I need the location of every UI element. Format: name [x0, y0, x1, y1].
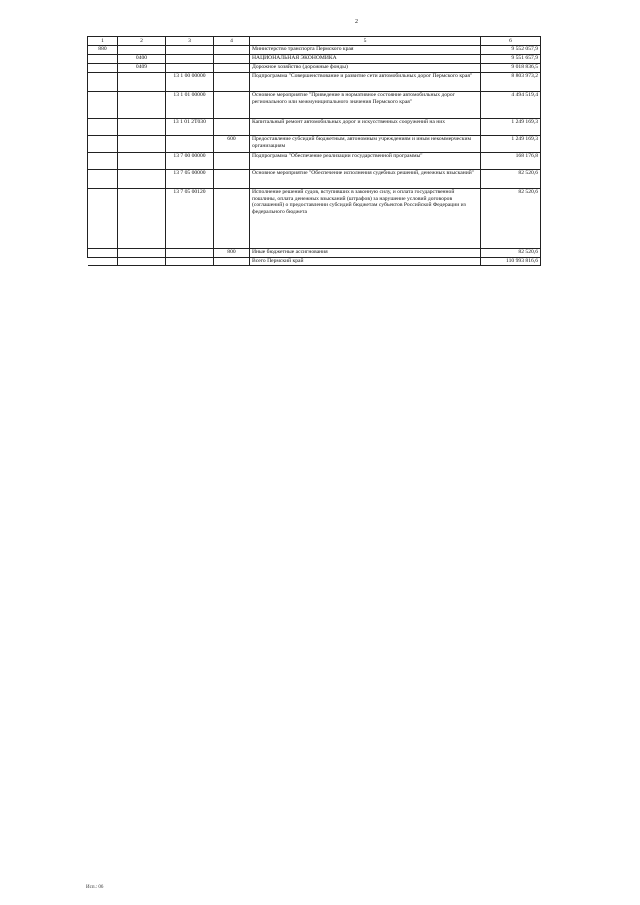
cell-c2: [118, 135, 166, 152]
cell-c5: Иные бюджетные ассигнования: [250, 248, 481, 257]
cell-c4: [214, 72, 250, 91]
cell-c4: [214, 152, 250, 169]
cell-c1: [88, 54, 118, 63]
cell-c4: [214, 54, 250, 63]
table-row: [88, 72, 541, 91]
empty-cell: [118, 257, 166, 266]
cell-c5: Министерство транспорта Пермского края: [250, 45, 481, 54]
empty-cell: [88, 257, 118, 266]
cell-c5: Предоставление субсидий бюджетным, автономным учреждениям и иным некоммерческим организациям: [250, 135, 481, 152]
cell-c6: 168 176,8: [481, 152, 541, 169]
cell-c4: [214, 169, 250, 188]
cell-c1: [88, 152, 118, 169]
cell-c2: [118, 45, 166, 54]
cell-c4: [214, 63, 250, 72]
cell-c5: НАЦИОНАЛЬНАЯ ЭКОНОМИКА: [250, 54, 481, 63]
cell-c3: [166, 248, 214, 257]
cell-c6: 4 494 519,4: [481, 91, 541, 118]
total-row: [88, 257, 541, 266]
header-row: [88, 37, 541, 46]
table-row: [88, 118, 541, 135]
table-row: [88, 91, 541, 118]
cell-c2: [118, 72, 166, 91]
cell-c5: Исполнение решений судов, вступивших в законную силу, и оплата государственной пошлины, оплата денежных взысканий (штрафов) за нарушение условий договоров (соглашений) о предоставлении субсидий бюджетам субъектов Российской Федерации из федерального бюджета: [250, 188, 481, 248]
column-header: 4: [214, 37, 250, 46]
footer-mark: Исп.: 06: [86, 885, 104, 890]
page-number: 2: [355, 19, 358, 25]
cell-c6: 8 803 973,2: [481, 72, 541, 91]
cell-c1: [88, 169, 118, 188]
table-row: [88, 135, 541, 152]
cell-c3: 13 7 00 00000: [166, 152, 214, 169]
cell-c6: 9 551 657,9: [481, 54, 541, 63]
cell-c5: Подпрограмма "Совершенствование и развитие сети автомобильных дорог Пермского края": [250, 72, 481, 91]
cell-c5: Основное мероприятие "Приведение в нормативное состояние автомобильных дорог регионального или межмуниципального значения Пермского края": [250, 91, 481, 118]
cell-c3: [166, 54, 214, 63]
cell-c1: [88, 118, 118, 135]
cell-c4: [214, 91, 250, 118]
cell-c1: [88, 63, 118, 72]
cell-c6: 9 018 836,5: [481, 63, 541, 72]
budget-table: [87, 36, 541, 266]
cell-c3: 13 1 01 00000: [166, 91, 214, 118]
cell-c3: [166, 63, 214, 72]
cell-c3: 13 7 05 00000: [166, 169, 214, 188]
cell-c1: [88, 91, 118, 118]
column-header: 3: [166, 37, 214, 46]
cell-c2: [118, 188, 166, 248]
column-header: 5: [250, 37, 481, 46]
cell-c6: 82 520,6: [481, 248, 541, 257]
cell-c1: [88, 248, 118, 257]
cell-c2: [118, 118, 166, 135]
cell-c4: [214, 45, 250, 54]
column-header: 1: [88, 37, 118, 46]
table-row: [88, 54, 541, 63]
cell-c3: 13 7 05 00120: [166, 188, 214, 248]
cell-c5: Основное мероприятие "Обеспечение исполнения судебных решений, денежных взысканий": [250, 169, 481, 188]
cell-c3: [166, 45, 214, 54]
cell-c3: 13 1 01 2Т030: [166, 118, 214, 135]
cell-c1: 880: [88, 45, 118, 54]
empty-cell: [166, 257, 214, 266]
cell-c3: [166, 135, 214, 152]
cell-c6: 9 552 057,9: [481, 45, 541, 54]
cell-c5: Капитальный ремонт автомобильных дорог и искусственных сооружений на них: [250, 118, 481, 135]
column-header: 2: [118, 37, 166, 46]
cell-c1: [88, 72, 118, 91]
cell-c3: 13 1 00 00000: [166, 72, 214, 91]
cell-c6: 82 520,6: [481, 188, 541, 248]
empty-cell: [214, 257, 250, 266]
cell-c2: [118, 169, 166, 188]
table-row: [88, 63, 541, 72]
cell-c6: 1 249 169,3: [481, 135, 541, 152]
cell-c5: Дорожное хозяйство (дорожные фонды): [250, 63, 481, 72]
cell-c5: Подпрограмма "Обеспечение реализации государственной программы": [250, 152, 481, 169]
table-row: [88, 45, 541, 54]
cell-c6: 1 249 169,3: [481, 118, 541, 135]
cell-c2: 0400: [118, 54, 166, 63]
column-header: 6: [481, 37, 541, 46]
cell-c4: 600: [214, 135, 250, 152]
cell-c4: [214, 118, 250, 135]
table-row: [88, 248, 541, 257]
cell-c1: [88, 135, 118, 152]
cell-c4: 800: [214, 248, 250, 257]
total-value: 110 993 816,6: [481, 257, 541, 266]
cell-c6: 82 520,6: [481, 169, 541, 188]
cell-c2: [118, 152, 166, 169]
total-label: Всего Пермский край: [250, 257, 481, 266]
table-row: [88, 188, 541, 248]
cell-c4: [214, 188, 250, 248]
cell-c2: [118, 248, 166, 257]
cell-c2: [118, 91, 166, 118]
table-row: [88, 169, 541, 188]
cell-c2: 0409: [118, 63, 166, 72]
cell-c1: [88, 188, 118, 248]
table-row: [88, 152, 541, 169]
